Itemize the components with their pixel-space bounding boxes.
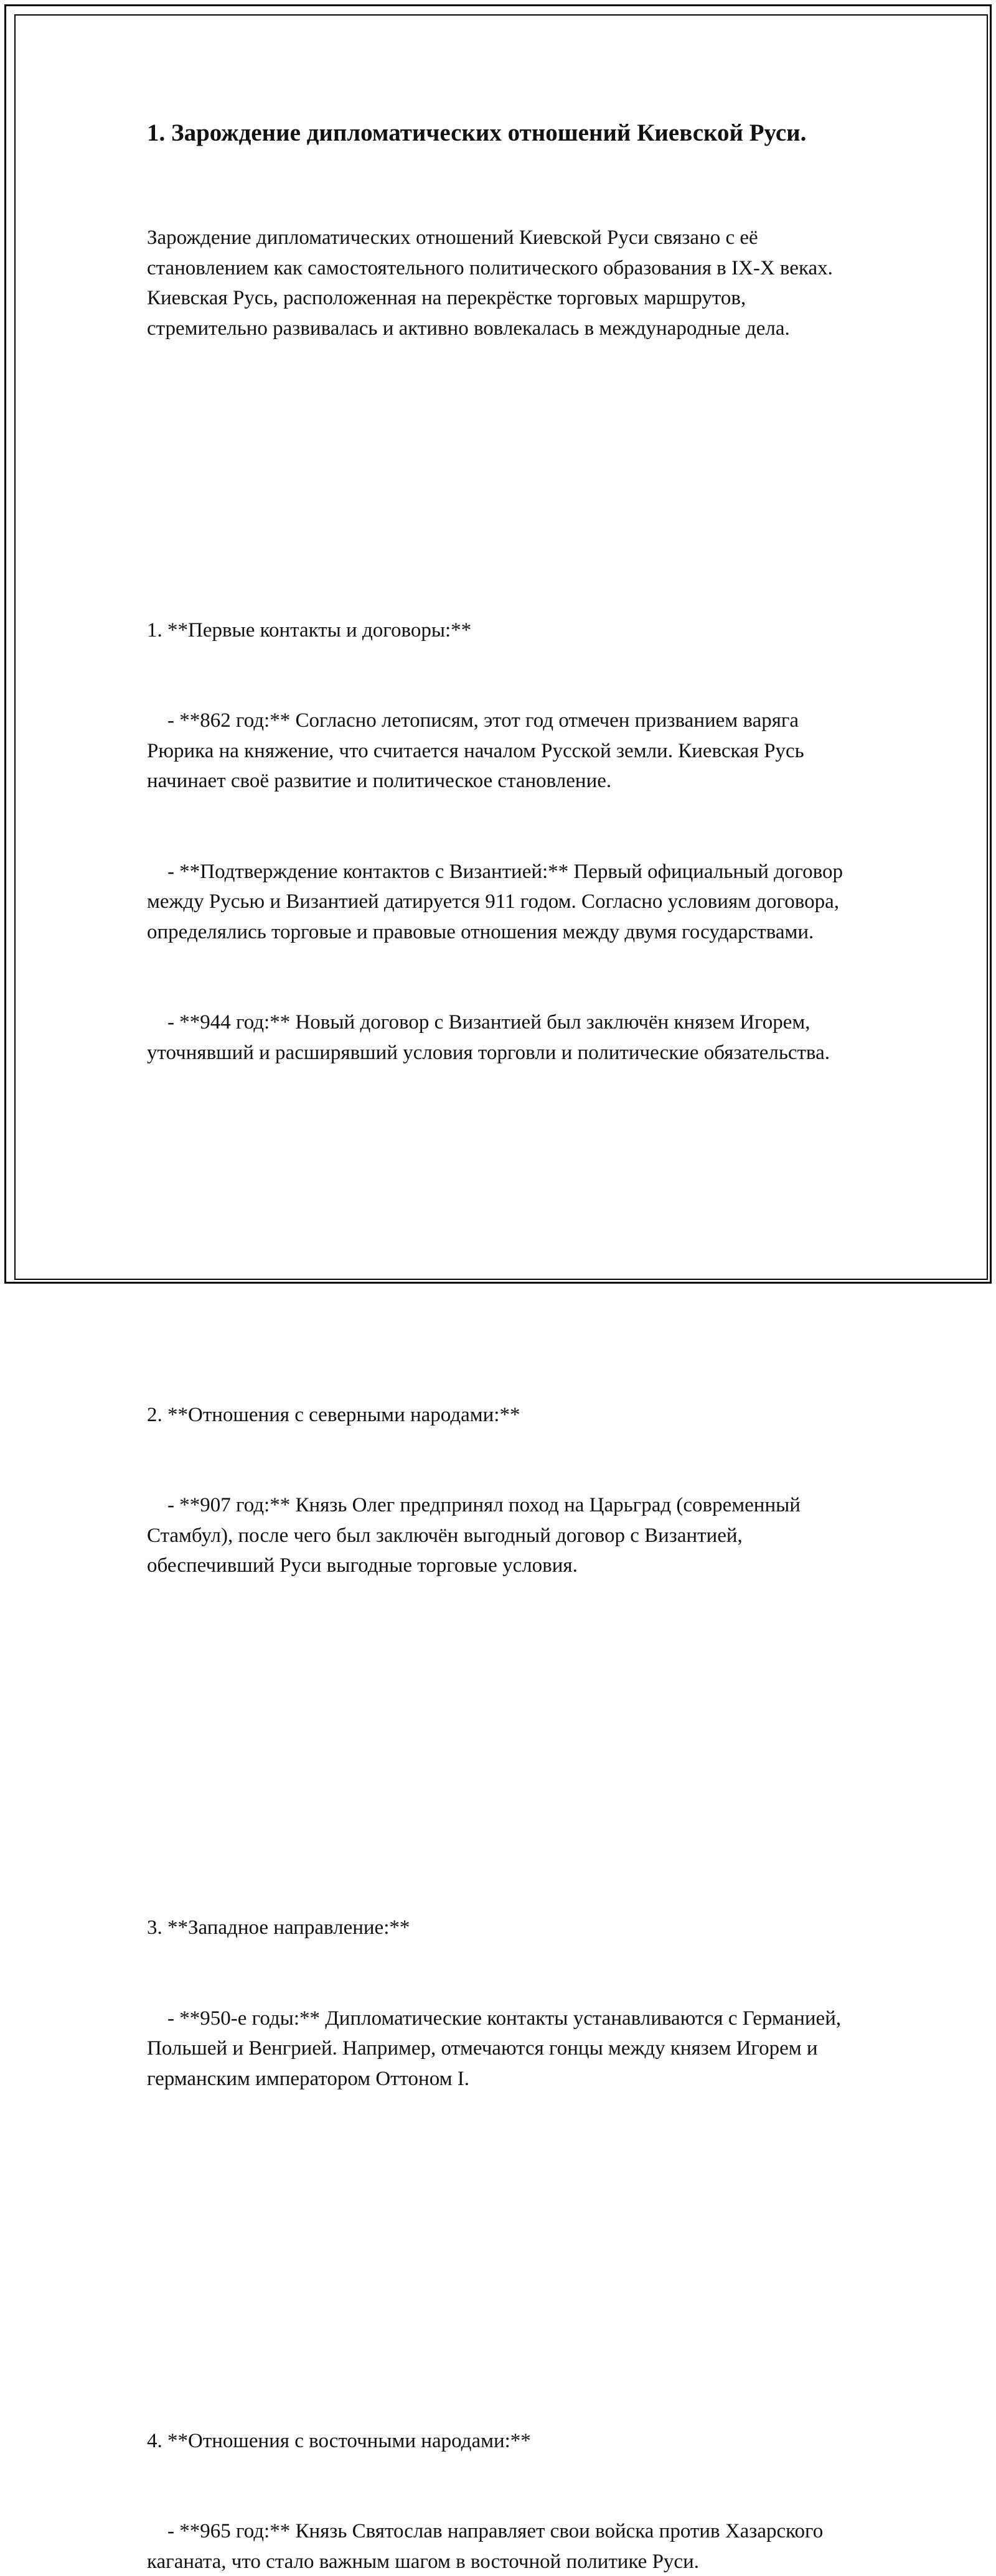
blank-line xyxy=(147,2245,863,2275)
section-heading: 1. Зарождение дипломатических отношений Киевской Руси. xyxy=(147,116,863,150)
list-item: - **950-е годы:** Дипломатические контакты устанавливаются с Германией, Польшей и Венгрией. Например, отмечаются гонцы между князем Игорем и германским императором Оттоном I. xyxy=(147,2004,863,2094)
section-western-direction xyxy=(147,1852,863,2154)
section-title: 1. **Первые контакты и договоры:** xyxy=(147,615,863,646)
document-text xyxy=(147,162,863,2576)
list-item: - **Подтверждение контактов с Византией:** Первый официальный договор между Русью и Византией датируется 911 годом. Согласно условиям договора, определялись торговые и правовые отношения между двумя государствами. xyxy=(147,857,863,948)
list-item: - **862 год:** Согласно летописям, этот год отмечен призванием варяга Рюрика на княжение, что считается началом Русской земли. Киевская Русь начинает своё развитие и политическое становление. xyxy=(147,706,863,796)
intro-paragraph: Зарождение дипломатических отношений Киевской Руси связано с её становлением как самостоятельного политического образования в IX-X веках. Киевская Русь, расположенная на перекрёстке торговых маршрутов, стремительно развивалась и активно вовлекалась в международные дела. xyxy=(147,223,863,343)
section-first-contacts xyxy=(147,555,863,1129)
section-title: 4. **Отношения с восточными народами:** xyxy=(147,2426,863,2457)
document-body xyxy=(147,116,863,2576)
blank-line xyxy=(147,1219,863,1249)
section-eastern-peoples xyxy=(147,2366,863,2576)
section-northern-peoples xyxy=(147,1340,863,1641)
blank-line xyxy=(147,434,863,465)
section-title: 3. **Западное направление:** xyxy=(147,1913,863,1943)
blank-line xyxy=(147,1732,863,1762)
list-item: - **907 год:** Князь Олег предпринял поход на Царьград (современный Стамбул), после чего был заключён выгодный договор с Византией, обеспечивший Руси выгодные торговые условия. xyxy=(147,1490,863,1581)
list-item: - **965 год:** Князь Святослав направляет свои войска против Хазарского каганата, что стало важным шагом в восточной политике Руси. xyxy=(147,2516,863,2576)
list-item: - **944 год:** Новый договор с Византией был заключён князем Игорем, уточнявший и расширявший условия торговли и политические обязательства. xyxy=(147,1007,863,1068)
section-title: 2. **Отношения с северными народами:** xyxy=(147,1400,863,1430)
